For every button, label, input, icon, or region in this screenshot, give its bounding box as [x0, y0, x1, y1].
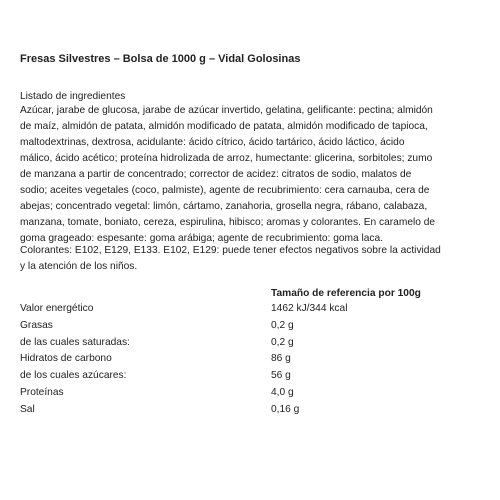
ingredients-heading: Listado de ingredientes — [20, 91, 126, 102]
ingredients-list — [20, 103, 486, 247]
nutrition-label: Grasas — [20, 319, 53, 331]
colorants-line: Colorantes: E102, E129, E133. E102, E129: puede tener efectos negativos sobre la actividad — [20, 245, 441, 256]
nutrition-label: Sal — [20, 403, 35, 415]
nutrition-row-salt — [20, 402, 480, 419]
ingredients-line: málico, ácido acético; proteína hidrolizada de arroz, humectante: glicerina, sorbitoles; zumo — [20, 153, 433, 164]
nutrition-row-carbohydrates — [20, 351, 480, 368]
ingredients-line: de manzana a partir de concentrado; corrector de acidez: citratos de sodio, malatos de — [20, 169, 412, 180]
nutrition-value: 1462 kJ/344 kcal — [271, 303, 348, 314]
nutrition-value: 4,0 g — [271, 386, 294, 398]
nutrition-label: Hidratos de carbono — [20, 353, 112, 365]
ingredients-line: Azúcar, jarabe de glucosa, jarabe de azúcar invertido, gelatina, gelificante: pectina; almidón — [20, 105, 433, 116]
ingredients-line: sodio; aceites vegetales (coco, palmiste), agente de recubrimiento: cera carnauba, cera de — [20, 185, 430, 196]
nutrition-header: Tamaño de referencia por 100g — [271, 288, 421, 299]
ingredients-line: abejas; concentrado vegetal: limón, cártamo, zanahoria, grosella negra, rábano, calabaza, — [20, 201, 428, 212]
ingredients-line: maltodextrinas, dextrosa, acidulante: ácido cítrico, ácido tartárico, ácido láctico, ácido — [20, 137, 405, 148]
nutrition-value: 56 g — [271, 370, 291, 382]
colorants-line: y la atención de los niños. — [20, 261, 138, 272]
product-title: Fresas Silvestres – Bolsa de 1000 g – Vidal Golosinas — [20, 53, 301, 65]
nutrition-row-fat — [20, 318, 480, 335]
colorants-note — [20, 243, 486, 275]
nutrition-value: 0,2 g — [271, 319, 294, 331]
nutrition-label: Proteínas — [20, 386, 64, 398]
nutrition-label: de los cuales azúcares: — [20, 370, 127, 382]
nutrition-label: de las cuales saturadas: — [20, 336, 130, 348]
nutrition-row-saturated — [20, 335, 480, 352]
nutrition-value: 0,2 g — [271, 336, 294, 348]
nutrition-row-sugars — [20, 368, 480, 385]
ingredients-line: manzana, tomate, boniato, cereza, espirulina, hibisco; aromas y colorantes. En caramelo de — [20, 217, 436, 228]
nutrition-row-energy — [20, 301, 480, 318]
ingredients-line: de maíz, almidón de patata, almidón modificado de patata, almidón modificado de tapioca, — [20, 121, 428, 132]
nutrition-table — [20, 301, 480, 419]
nutrition-row-protein — [20, 385, 480, 402]
nutrition-value: 0,16 g — [271, 403, 300, 415]
nutrition-value: 86 g — [271, 353, 291, 365]
ingredients-line: goma grageado: espesante: goma arábiga; agente de recubrimiento: goma laca. — [20, 233, 384, 244]
nutrition-label: Valor energético — [20, 303, 94, 314]
